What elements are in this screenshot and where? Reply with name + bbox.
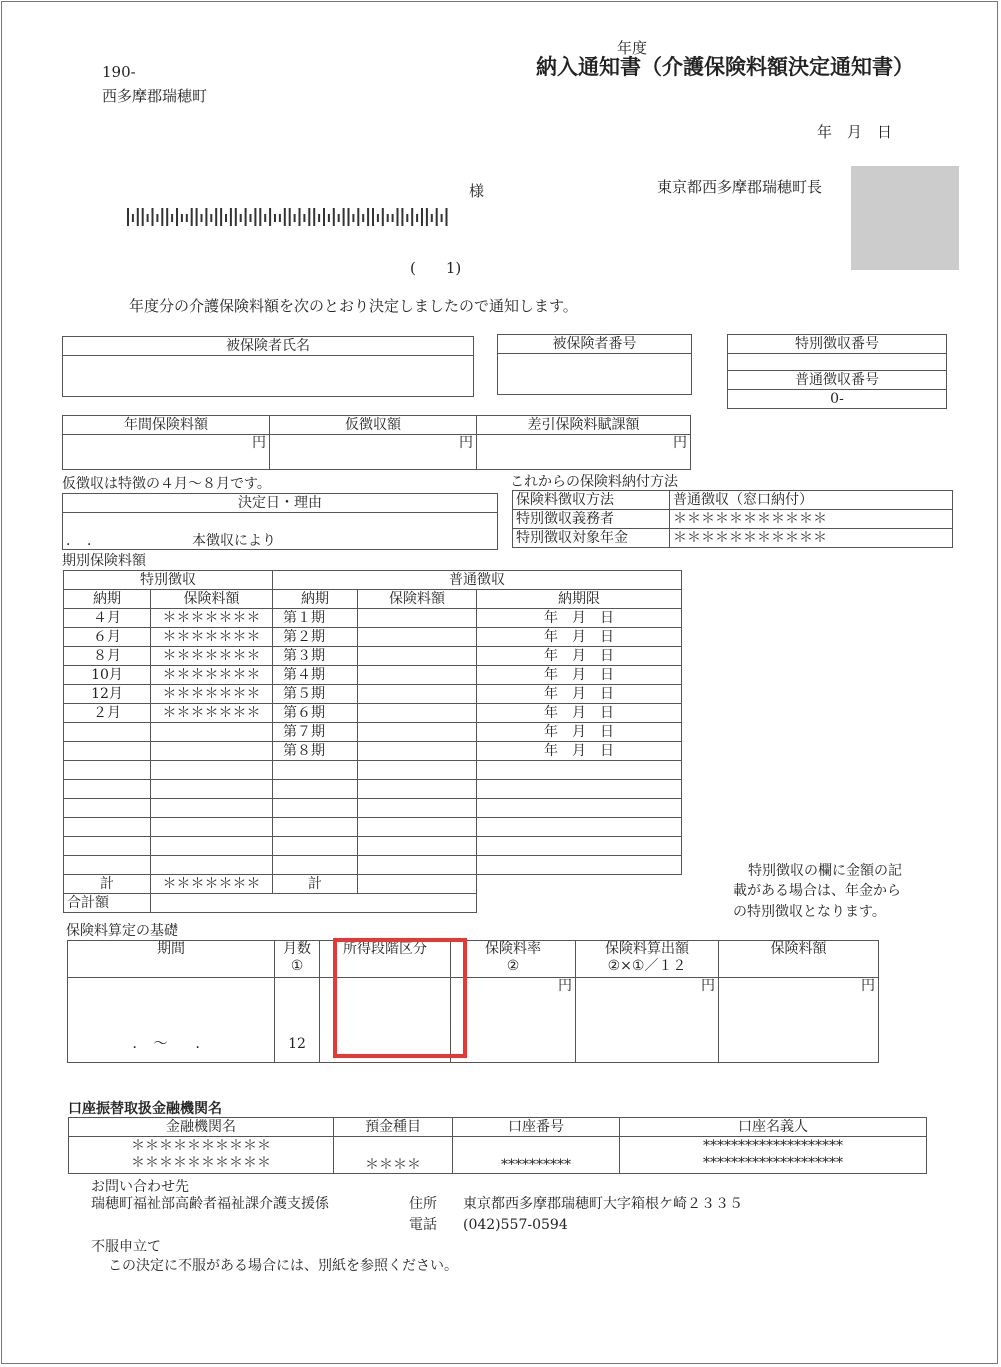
rate-title: 保険料率 [485, 941, 541, 957]
months-sub: ① [290, 958, 304, 974]
basis-col-rate [451, 941, 576, 978]
barcode-bar [357, 208, 359, 226]
periodic-row [64, 704, 682, 723]
periodic-cell-nm-amount [358, 647, 477, 666]
periodic-cell-nm-period: 第６期 [273, 704, 358, 723]
basis-heading: 保険料算定の基礎 [66, 923, 178, 939]
periodic-row [64, 647, 682, 666]
periodic-row [64, 818, 682, 837]
contact-address: 東京都西多摩郡瑞穂町大字箱根ケ崎２３３５ [463, 1196, 743, 1212]
insured-number-box [497, 334, 692, 395]
bank-number-value: ********** [453, 1137, 620, 1174]
periodic-cell-nm-amount [358, 780, 477, 799]
barcode-bar [176, 208, 178, 226]
periodic-row [64, 761, 682, 780]
barcode-bar [372, 208, 374, 226]
barcode-bar [441, 214, 443, 222]
bank-col-type: 預金種目 [334, 1118, 453, 1137]
barcode-bar [191, 208, 193, 226]
basis-col-premium: 保険料額 [719, 941, 879, 978]
barcode-bar [333, 208, 335, 226]
barcode-bar [362, 214, 364, 222]
basis-table [67, 940, 879, 1063]
periodic-cell-sp-period [64, 799, 151, 818]
decision-table [62, 493, 498, 550]
decision-reason: 本徴収により [189, 513, 498, 550]
insured-name-box [62, 336, 474, 397]
periodic-cell-sp-amount [151, 742, 273, 761]
provisional-value: 円 [270, 435, 477, 470]
special-number-label: 特別徴収番号 [728, 335, 947, 354]
periodic-table [63, 570, 682, 913]
bank-name-value [69, 1137, 334, 1174]
honorific: 様 [469, 182, 485, 200]
difference-label: 差引保険料賦課額 [477, 416, 691, 435]
rate-sub: ② [506, 958, 520, 974]
total-label: 計 [64, 875, 151, 894]
barcode-bar [235, 208, 237, 226]
basis-period-value: ． ～ ． [68, 978, 275, 1063]
withholder-value: ＊＊＊＊＊＊＊＊＊＊＊ [670, 510, 953, 529]
side-note-2: 載がある場合は、年金から [733, 883, 901, 899]
periodic-row [64, 723, 682, 742]
periodic-cell-nm-amount [358, 761, 477, 780]
barcode-bar [210, 214, 212, 222]
provisional-label: 仮徴収額 [270, 416, 477, 435]
barcode-bar [264, 214, 266, 222]
periodic-cell-sp-amount: ＊＊＊＊＊＊＊ [151, 666, 273, 685]
barcode-bar [426, 208, 428, 226]
withholder-label: 特別徴収義務者 [513, 510, 670, 529]
barcode-bar [152, 208, 154, 226]
periodic-cell-sp-amount [151, 818, 273, 837]
barcode-bar [431, 214, 433, 222]
barcode-bar [274, 214, 276, 222]
periodic-cell-sp-period: 12月 [64, 685, 151, 704]
bank-name-line2: ＊＊＊＊＊＊＊＊＊＊ [131, 1155, 271, 1171]
normal-collection-header: 普通徴収 [273, 571, 682, 590]
calc-title: 保険料算出額 [605, 941, 689, 957]
recipient-address: 西多摩郡瑞穂町 [102, 87, 208, 105]
barcode-bar [406, 214, 408, 222]
contact-phone-label: 電話 [409, 1217, 437, 1233]
contact-heading: お問い合わせ先 [91, 1179, 189, 1195]
barcode-bar [313, 208, 315, 226]
periodic-cell-nm-period [273, 856, 358, 875]
periodic-cell-deadline: 年 月 日 [477, 628, 682, 647]
barcode-bar [215, 208, 217, 226]
barcode-bar [142, 208, 144, 226]
basis-col-months [275, 941, 320, 978]
side-note-1: 特別徴収の欄に金額の記 [748, 863, 902, 879]
method-label: 保険料徴収方法 [513, 491, 670, 510]
payment-method-heading: これからの保険料納付方法 [510, 474, 678, 490]
appeal-heading: 不服申立て [91, 1239, 161, 1255]
periodic-cell-deadline [477, 780, 682, 799]
periodic-cell-nm-period: 第８期 [273, 742, 358, 761]
barcode-bar [181, 214, 183, 222]
barcode-bar [147, 214, 149, 222]
decision-date: ． ． [63, 513, 190, 550]
bank-holder-line1: ******************** [703, 1138, 843, 1154]
periodic-row [64, 609, 682, 628]
periodic-heading: 期別保険料額 [62, 553, 146, 569]
periodic-cell-deadline [477, 856, 682, 875]
periodic-cell-nm-period [273, 799, 358, 818]
periodic-cell-nm-period: 第５期 [273, 685, 358, 704]
col-nm-period: 納期 [273, 590, 358, 609]
insured-name-value [63, 356, 474, 397]
periodic-cell-sp-period [64, 856, 151, 875]
periodic-cell-nm-period: 第４期 [273, 666, 358, 685]
periodic-cell-sp-amount: ＊＊＊＊＊＊＊ [151, 704, 273, 723]
periodic-cell-sp-amount [151, 780, 273, 799]
payment-method-table [512, 490, 953, 548]
page-title: 納入通知書（介護保険料額決定通知書） [536, 54, 914, 79]
bank-col-number: 口座番号 [453, 1118, 620, 1137]
periodic-row [64, 837, 682, 856]
periodic-cell-sp-amount [151, 761, 273, 780]
periodic-cell-nm-period: 第７期 [273, 723, 358, 742]
barcode-bar [323, 208, 325, 226]
barcode-bar [201, 214, 203, 222]
barcode-bar [299, 208, 301, 226]
periodic-cell-sp-period [64, 837, 151, 856]
barcode-bar [127, 208, 129, 226]
periodic-cell-deadline: 年 月 日 [477, 685, 682, 704]
periodic-row [64, 856, 682, 875]
decision-label: 決定日・理由 [63, 494, 498, 513]
periodic-cell-sp-amount: ＊＊＊＊＊＊＊ [151, 609, 273, 628]
contact-phone: (042)557-0594 [463, 1217, 568, 1233]
periodic-cell-nm-amount [358, 704, 477, 723]
barcode-bar [225, 214, 227, 222]
periodic-cell-nm-amount [358, 685, 477, 704]
normal-number-value: 0- [728, 390, 947, 409]
periodic-cell-nm-period [273, 761, 358, 780]
side-note-3: の特別徴収となります。 [733, 904, 886, 920]
periodic-row [64, 685, 682, 704]
barcode-bar [421, 208, 423, 226]
periodic-cell-nm-period: 第１期 [273, 609, 358, 628]
bank-holder-line2: ******************** [703, 1155, 843, 1171]
barcode-bar [446, 208, 448, 226]
barcode-bar [156, 214, 158, 222]
barcode-bar [411, 208, 413, 226]
barcode-bar [240, 214, 242, 222]
barcode-bar [397, 208, 399, 226]
periodic-row [64, 799, 682, 818]
months-title: 月数 [283, 941, 311, 957]
periodic-cell-nm-amount [358, 723, 477, 742]
periodic-cell-sp-amount [151, 837, 273, 856]
periodic-cell-nm-period [273, 837, 358, 856]
periodic-row [64, 666, 682, 685]
amounts-table [62, 415, 691, 470]
periodic-cell-nm-amount [358, 818, 477, 837]
postal-barcode [127, 208, 452, 226]
periodic-cell-sp-amount [151, 856, 273, 875]
periodic-cell-deadline: 年 月 日 [477, 723, 682, 742]
bank-heading: 口座振替取扱金融機関名 [68, 1101, 222, 1117]
method-value: 普通徴収（窓口納付） [670, 491, 953, 510]
periodic-cell-deadline [477, 837, 682, 856]
annual-premium-value: 円 [63, 435, 270, 470]
periodic-cell-nm-period [273, 780, 358, 799]
difference-value: 円 [477, 435, 691, 470]
pension-value: ＊＊＊＊＊＊＊＊＊＊＊ [670, 529, 953, 548]
barcode-bar [416, 214, 418, 222]
periodic-cell-sp-period: ４月 [64, 609, 151, 628]
barcode-bar [205, 208, 207, 226]
col-sp-period: 納期 [64, 590, 151, 609]
special-number-value [728, 354, 947, 371]
contact-dept: 瑞穂町福祉部高齢者福祉課介護支援係 [91, 1196, 329, 1212]
year-label: 年度 [617, 39, 648, 57]
barcode-bar [137, 208, 139, 226]
periodic-row [64, 780, 682, 799]
collection-number-box [727, 334, 947, 409]
periodic-cell-deadline: 年 月 日 [477, 742, 682, 761]
periodic-cell-nm-amount [358, 628, 477, 647]
pension-label: 特別徴収対象年金 [513, 529, 670, 548]
issue-date: 年 月 日 [817, 123, 893, 141]
insured-number-label: 被保険者番号 [498, 335, 692, 354]
barcode-bar [352, 214, 354, 222]
barcode-bar [308, 208, 310, 226]
barcode-bar [348, 208, 350, 226]
periodic-cell-sp-amount: ＊＊＊＊＊＊＊ [151, 628, 273, 647]
appeal-text: この決定に不服がある場合には、別紙を参照ください。 [108, 1258, 458, 1274]
basis-col-calc [576, 941, 719, 978]
periodic-cell-deadline [477, 799, 682, 818]
barcode-bar [328, 214, 330, 222]
provisional-note: 仮徴収は特徴の４月～８月です。 [62, 476, 271, 492]
barcode-bar [392, 214, 394, 222]
periodic-cell-sp-period [64, 742, 151, 761]
periodic-cell-sp-period [64, 818, 151, 837]
periodic-cell-sp-period [64, 761, 151, 780]
periodic-cell-sp-period: ６月 [64, 628, 151, 647]
normal-number-label: 普通徴収番号 [728, 371, 947, 390]
intro-text: 年度分の介護保険料額を次のとおり決定しましたので通知します。 [129, 297, 578, 315]
basis-col-period: 期間 [68, 941, 275, 978]
periodic-cell-nm-amount [358, 799, 477, 818]
barcode-bar [230, 208, 232, 226]
bank-holder-value [620, 1137, 927, 1174]
periodic-cell-sp-amount: ＊＊＊＊＊＊＊ [151, 647, 273, 666]
barcode-bar [289, 208, 291, 226]
barcode-bar [132, 214, 134, 222]
barcode-bar [254, 208, 256, 226]
barcode-bar [245, 208, 247, 226]
barcode-bar [250, 214, 252, 222]
barcode-bar [294, 214, 296, 222]
periodic-cell-sp-amount: ＊＊＊＊＊＊＊ [151, 685, 273, 704]
barcode-bar [171, 214, 173, 222]
redacted-seal [851, 166, 959, 270]
periodic-cell-nm-period [273, 818, 358, 837]
barcode-bar [401, 208, 403, 226]
barcode-bar [220, 208, 222, 226]
bank-col-name: 金融機関名 [69, 1118, 334, 1137]
periodic-cell-deadline: 年 月 日 [477, 666, 682, 685]
page-number: ( 1) [410, 259, 462, 277]
barcode-bar [284, 208, 286, 226]
highlight-income-grade [333, 938, 467, 1058]
col-deadline: 納期限 [477, 590, 682, 609]
periodic-cell-sp-period: ２月 [64, 704, 151, 723]
barcode-bar [436, 208, 438, 226]
contact-address-label: 住所 [409, 1196, 437, 1212]
barcode-bar [186, 214, 188, 222]
barcode-bar [196, 208, 198, 226]
periodic-cell-nm-period: 第２期 [273, 628, 358, 647]
barcode-bar [166, 208, 168, 226]
basis-months-value: 12 [275, 978, 320, 1063]
periodic-cell-nm-period: 第３期 [273, 647, 358, 666]
periodic-cell-deadline: 年 月 日 [477, 647, 682, 666]
grand-total-label: 合計額 [64, 894, 151, 913]
barcode-bar [318, 214, 320, 222]
calc-sub: ②×①／１２ [607, 958, 687, 974]
periodic-cell-sp-period: 10月 [64, 666, 151, 685]
barcode-bar [259, 208, 261, 226]
col-nm-amount: 保険料額 [358, 590, 477, 609]
barcode-bar [343, 208, 345, 226]
periodic-cell-nm-amount [358, 856, 477, 875]
basis-calc-value: 円 [576, 978, 719, 1063]
basis-rate-value: 円 [451, 978, 576, 1063]
periodic-row [64, 742, 682, 761]
total-special: ＊＊＊＊＊＊＊ [151, 875, 273, 894]
periodic-cell-deadline: 年 月 日 [477, 704, 682, 723]
postal-code: 190- [102, 63, 136, 81]
barcode-bar [387, 214, 389, 222]
periodic-cell-deadline [477, 761, 682, 780]
periodic-cell-sp-period: ８月 [64, 647, 151, 666]
periodic-cell-deadline: 年 月 日 [477, 609, 682, 628]
barcode-bar [367, 208, 369, 226]
barcode-bar [303, 214, 305, 222]
periodic-cell-sp-amount [151, 723, 273, 742]
barcode-bar [382, 208, 384, 226]
periodic-cell-nm-amount [358, 837, 477, 856]
bank-type-value: ＊＊＊＊ [334, 1137, 453, 1174]
bank-col-holder: 口座名義人 [620, 1118, 927, 1137]
basis-premium-value: 円 [719, 978, 879, 1063]
barcode-bar [279, 214, 281, 222]
col-sp-amount: 保険料額 [151, 590, 273, 609]
annual-premium-label: 年間保険料額 [63, 416, 270, 435]
barcode-bar [161, 208, 163, 226]
bank-name-line1: ＊＊＊＊＊＊＊＊＊＊ [131, 1138, 271, 1154]
grand-total-value [151, 894, 477, 913]
barcode-bar [269, 208, 271, 226]
periodic-row [64, 628, 682, 647]
periodic-cell-nm-amount [358, 609, 477, 628]
periodic-cell-sp-period [64, 723, 151, 742]
insured-number-value [498, 354, 692, 395]
barcode-bar [338, 214, 340, 222]
barcode-bar [377, 214, 379, 222]
total-normal [358, 875, 477, 894]
periodic-cell-sp-amount [151, 799, 273, 818]
periodic-cell-sp-period [64, 780, 151, 799]
bank-table [68, 1117, 927, 1174]
issuer-name: 東京都西多摩郡瑞穂町長 [657, 178, 823, 196]
periodic-cell-nm-amount [358, 742, 477, 761]
basis-col-grade: 所得段階区分 [320, 941, 451, 978]
total-normal-label: 計 [273, 875, 358, 894]
periodic-cell-deadline [477, 818, 682, 837]
periodic-cell-nm-amount [358, 666, 477, 685]
special-collection-header: 特別徴収 [64, 571, 273, 590]
insured-name-label: 被保険者氏名 [63, 337, 474, 356]
